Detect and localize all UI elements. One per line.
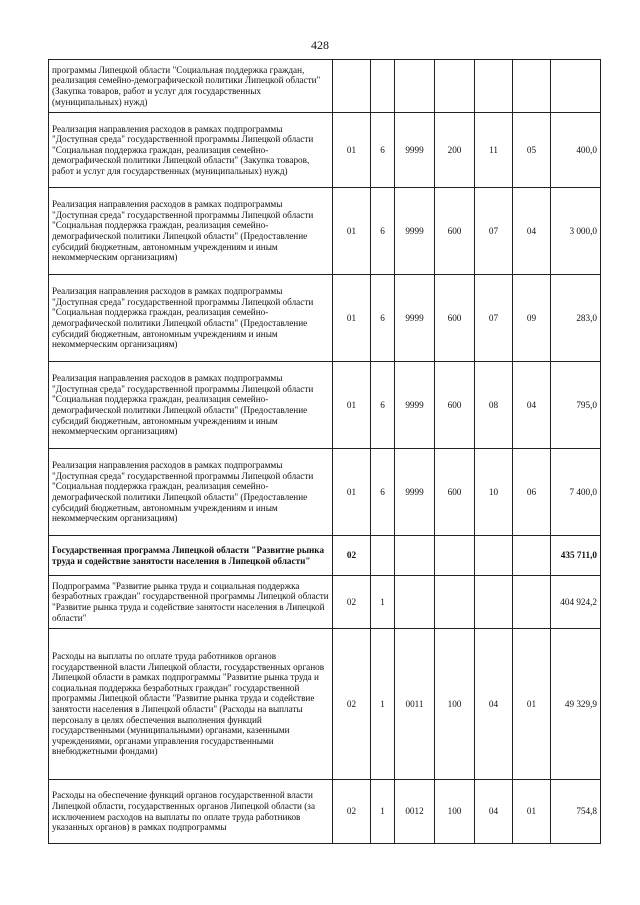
row-name: Реализация направления расходов в рамках подпрограммы "Доступная среда" государственной программы Липецкой области "Социальная поддержка граждан, реализация семейно-демографической политики Липецкой области" (Предоставление субсидий бюджетным, автономным учреждениям и иным некоммерческим организациям) <box>49 449 333 536</box>
section-code: 10 <box>475 449 513 536</box>
program-code <box>333 60 371 113</box>
program-code: 02 <box>333 780 371 844</box>
subsection-code: 04 <box>513 362 551 449</box>
subprogram-code: 6 <box>371 275 395 362</box>
subsection-code <box>513 576 551 629</box>
amount: 400,0 <box>551 113 601 188</box>
table-row <box>49 188 601 275</box>
expense-type-code <box>435 536 475 576</box>
table-row <box>49 113 601 188</box>
section-code: 04 <box>475 629 513 780</box>
row-name: Реализация направления расходов в рамках подпрограммы "Доступная среда" государственной программы Липецкой области "Социальная поддержка граждан, реализация семейно-демографической политики Липецкой области" (Предоставление субсидий бюджетным, автономным учреждениям и иным некоммерческим организациям) <box>49 188 333 275</box>
subprogram-code: 6 <box>371 113 395 188</box>
table-row <box>49 362 601 449</box>
expense-type-code: 600 <box>435 362 475 449</box>
table-row <box>49 449 601 536</box>
expense-type-code <box>435 60 475 113</box>
subsection-code: 06 <box>513 449 551 536</box>
direction-code: 9999 <box>395 113 435 188</box>
row-name: Реализация направления расходов в рамках подпрограммы "Доступная среда" государственной программы Липецкой области "Социальная поддержка граждан, реализация семейно-демографической политики Липецкой области" (Предоставление субсидий бюджетным, автономным учреждениям и иным некоммерческим организациям) <box>49 275 333 362</box>
direction-code: 9999 <box>395 449 435 536</box>
subsection-code <box>513 60 551 113</box>
expense-type-code: 200 <box>435 113 475 188</box>
row-name: Реализация направления расходов в рамках подпрограммы "Доступная среда" государственной программы Липецкой области "Социальная поддержка граждан, реализация семейно-демографической политики Липецкой области" (Закупка товаров, работ и услуг для государственных (муниципальных) нужд) <box>49 113 333 188</box>
expense-type-code: 600 <box>435 188 475 275</box>
table-row <box>49 60 601 113</box>
subsection-code: 05 <box>513 113 551 188</box>
table-row <box>49 275 601 362</box>
direction-code: 0012 <box>395 780 435 844</box>
amount: 404 924,2 <box>551 576 601 629</box>
section-code: 04 <box>475 780 513 844</box>
amount: 754,8 <box>551 780 601 844</box>
amount: 7 400,0 <box>551 449 601 536</box>
table-row <box>49 576 601 629</box>
direction-code: 0011 <box>395 629 435 780</box>
section-code <box>475 536 513 576</box>
table-row <box>49 536 601 576</box>
row-name: Реализация направления расходов в рамках подпрограммы "Доступная среда" государственной программы Липецкой области "Социальная поддержка граждан, реализация семейно-демографической политики Липецкой области" (Предоставление субсидий бюджетным, автономным учреждениям и иным некоммерческим организациям) <box>49 362 333 449</box>
subsection-code: 09 <box>513 275 551 362</box>
program-code: 01 <box>333 113 371 188</box>
direction-code: 9999 <box>395 362 435 449</box>
program-code: 01 <box>333 449 371 536</box>
subprogram-code <box>371 60 395 113</box>
section-code: 08 <box>475 362 513 449</box>
amount: 795,0 <box>551 362 601 449</box>
table-body <box>49 60 601 844</box>
amount: 435 711,0 <box>551 536 601 576</box>
subprogram-code: 1 <box>371 629 395 780</box>
amount <box>551 60 601 113</box>
expense-type-code: 100 <box>435 780 475 844</box>
amount: 49 329,9 <box>551 629 601 780</box>
subsection-code: 01 <box>513 780 551 844</box>
program-code: 02 <box>333 576 371 629</box>
expense-type-code <box>435 576 475 629</box>
program-code: 01 <box>333 188 371 275</box>
subprogram-code: 6 <box>371 449 395 536</box>
table-row <box>49 629 601 780</box>
subsection-code: 01 <box>513 629 551 780</box>
expense-type-code: 100 <box>435 629 475 780</box>
direction-code <box>395 536 435 576</box>
amount: 283,0 <box>551 275 601 362</box>
row-name: Расходы на обеспечение функций органов государственной власти Липецкой области, государственных органов Липецкой области (за исключением расходов на выплаты по оплате труда работников указанных органов) в рамках подпрограммы <box>49 780 333 844</box>
direction-code <box>395 576 435 629</box>
subprogram-code: 6 <box>371 188 395 275</box>
program-code: 02 <box>333 536 371 576</box>
budget-table <box>48 59 601 844</box>
row-name: Подпрограмма "Развитие рынка труда и социальная поддержка безработных граждан" государственной программы Липецкой области "Развитие рынка труда и содействие занятости населения в Липецкой области" <box>49 576 333 629</box>
program-code: 02 <box>333 629 371 780</box>
row-name: Расходы на выплаты по оплате труда работников органов государственной власти Липецкой области, государственных органов Липецкой области в рамках подпрограммы "Развитие рынка труда и социальная поддержка безработных граждан" государственной программы Липецкой области "Развитие рынка труда и содействие занятости населения в Липецкой области" (Расходы на выплаты персоналу в целях обеспечения выполнения функций государственными (муниципальными) органами, казенными учреждениями, органами управления государственными внебюджетными фондами) <box>49 629 333 780</box>
section-code <box>475 60 513 113</box>
program-code: 01 <box>333 275 371 362</box>
section-code: 07 <box>475 275 513 362</box>
direction-code: 9999 <box>395 188 435 275</box>
page-number: 428 <box>311 38 329 52</box>
direction-code: 9999 <box>395 275 435 362</box>
table-row <box>49 780 601 844</box>
program-code: 01 <box>333 362 371 449</box>
subsection-code <box>513 536 551 576</box>
subprogram-code <box>371 536 395 576</box>
subsection-code: 04 <box>513 188 551 275</box>
direction-code <box>395 60 435 113</box>
expense-type-code: 600 <box>435 449 475 536</box>
expense-type-code: 600 <box>435 275 475 362</box>
subprogram-code: 6 <box>371 362 395 449</box>
section-code: 07 <box>475 188 513 275</box>
row-name: Государственная программа Липецкой области "Развитие рынка труда и содействие занятости населения в Липецкой области" <box>49 536 333 576</box>
subprogram-code: 1 <box>371 576 395 629</box>
section-code: 11 <box>475 113 513 188</box>
subprogram-code: 1 <box>371 780 395 844</box>
row-name: программы Липецкой области "Социальная поддержка граждан, реализация семейно-демографической политики Липецкой области" (Закупка товаров, работ и услуг для государственных (муниципальных) нужд) <box>49 60 333 113</box>
section-code <box>475 576 513 629</box>
amount: 3 000,0 <box>551 188 601 275</box>
